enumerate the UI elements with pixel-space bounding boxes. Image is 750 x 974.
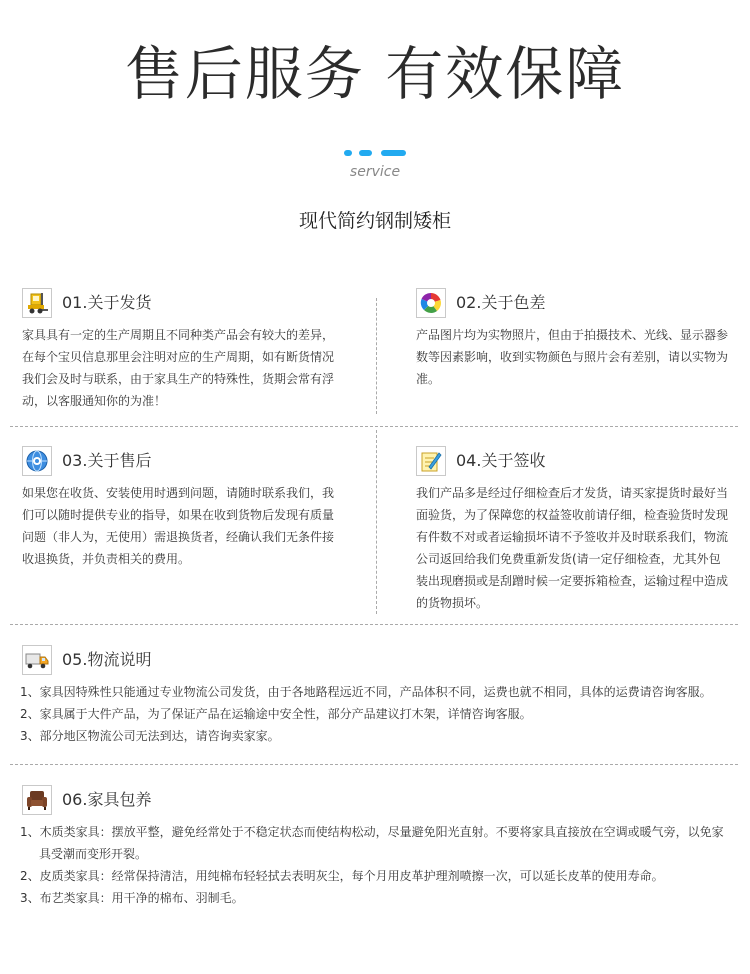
section-body: 如果您在收货、安装使用时遇到问题，请随时联系我们，我们可以随时提供专业的指导，如果在收到货物后发现有质量问题（非人为，无使用）需退换货者，经确认我们无条件接收退换货，并负责相关的费用。 (22, 486, 335, 566)
forklift-icon (22, 288, 52, 318)
section-signing (416, 446, 734, 610)
dot-long (381, 150, 406, 156)
list-item: 3、布艺类家具：用干净的棉布、羽制毛。 (20, 891, 244, 905)
section-title: 02.关于色差 (456, 293, 546, 312)
care-list (20, 821, 728, 909)
section-body: 我们产品多是经过仔细检查后才发货，请买家提货时最好当面验货，为了保障您的权益签收前请仔细，检查验货时发现有件数不对或者运输损坏请不予签收并及时联系我们，物流公司返回给我们免费重新发货(请一定仔细检查，尤其外包装出现磨损或是刮蹭时候一定要拆箱检查，运输过程中造成的货物损坏。 (416, 486, 729, 610)
section-title: 04.关于签收 (456, 451, 546, 470)
section-title: 01.关于发货 (62, 293, 152, 312)
list-item: 2、家具属于大件产品，为了保证产品在运输途中安全性，部分产品建议打木架，详情咨询客服。 (20, 707, 532, 721)
list-item: 3、部分地区物流公司无法到达，请咨询卖家家。 (20, 729, 280, 743)
logistics-list (20, 681, 736, 747)
list-item: 1、木质类家具：摆放平整，避免经常处于不稳定状态而使结构松动，尽量避免阳光直射。不要将家具直接放在空调或暖气旁，以免家具受潮而变形开裂。 (20, 825, 724, 861)
section-body: 家具具有一定的生产周期且不同种类产品会有较大的差异，在每个宝贝信息那里会注明对应的生产周期，如有断货情况我们会及时与联系，由于家具生产的特殊性，货期会常有浮动，以客服通知你的为准！ (22, 328, 335, 408)
list-item: 1、家具因特殊性只能通过专业物流公司发货，由于各地路程远近不同，产品体积不同，运费也就不相同，具体的运费请咨询客服。 (20, 685, 712, 699)
section-title: 05.物流说明 (62, 650, 152, 669)
notepad-icon (416, 446, 446, 476)
page-headline: 售后服务 有效保障 (124, 40, 626, 108)
section-title: 03.关于售后 (62, 451, 152, 470)
globe-icon (22, 446, 52, 476)
section-title: 06.家具包养 (62, 790, 152, 809)
section-aftersale (22, 446, 352, 566)
truck-icon (22, 645, 52, 675)
horizontal-divider (10, 624, 738, 625)
section-color-difference (416, 288, 732, 398)
horizontal-divider (10, 426, 738, 427)
color-wheel-icon (416, 288, 446, 318)
section-shipping (22, 288, 352, 408)
vertical-divider (376, 430, 377, 614)
service-subtitle: service (349, 164, 401, 180)
list-item: 2、皮质类家具：经常保持清洁，用纯棉布轻轻拭去表明灰尘，每个月用皮革护理剂喷擦一次，可以延长皮革的使用寿命。 (20, 869, 664, 883)
section-body: 产品图片均为实物照片，但由于拍摄技术、光线、显示器参数等因素影响，收到实物颜色与照片会有差别，请以实物为准。 (416, 328, 729, 386)
horizontal-divider (10, 764, 738, 765)
vertical-divider (376, 298, 377, 414)
dot-medium (359, 150, 372, 156)
dot-small (344, 150, 352, 156)
section-logistics (22, 645, 738, 745)
product-name: 现代简约钢制矮柜 (298, 210, 451, 232)
section-furniture-care (22, 785, 738, 915)
armchair-icon (22, 785, 52, 815)
